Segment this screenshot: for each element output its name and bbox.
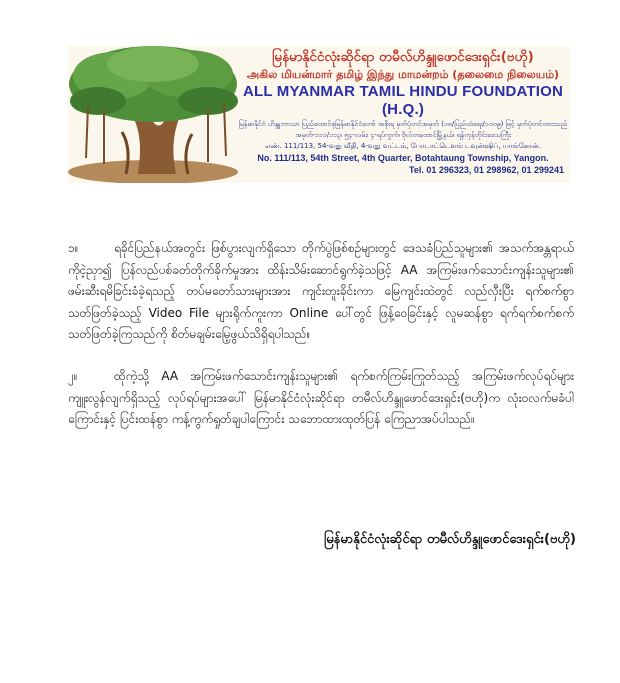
paragraph-1 [68,238,574,346]
registration-line: မြန်မာနိုင်ငံ ဟိန္ဒူဘာသာ ပြည်ထောင်စုမြန်မာနိုင်ငံတော် အစိုးရ မှတ်ပုံတင်အမှတ် (၁၈/ပြည်ထဲရေး/၁၀၀၉) ဖြင့် မှတ်ပုံတင်ထားသည် [238,120,568,128]
title-english: ALL MYANMAR TAMIL HINDU FOUNDATION (H.Q.) [242,83,564,118]
title-myanmar: မြန်မာနိုင်ငံလုံးဆိုင်ရာ တမီလ်ဟိန္ဒူဖောင်ဒေးရှင်း(ဗဟို) [272,49,534,65]
paragraph-number: ၂။ [68,369,78,383]
paragraph-number: ၁။ [68,241,79,255]
telephone: Tel. 01 296323, 01 298962, 01 299241 [409,165,564,175]
letterhead-banner [68,46,570,183]
address-english: No. 111/113, 54th Street, 4th Quarter, Botahtaung Township, Yangon. [257,153,549,163]
title-tamil: அகில மியன்மார் தமிழ் இந்து மாமன்றம் (தலைமை நிலையம்) [246,68,560,81]
paragraph-text: ရခိုင်ပြည်နယ်အတွင်း ဖြစ်ပွားလျက်ရှိသော တိုက်ပွဲဖြစ်စဉ်များတွင် ဒေသခံပြည်သူများ၏ အသက်အန္တရာယ်ကိုငဲ့ညှာ၍ ပြန်လည်ပစ်ခတ်တိုက်ခိုက်မှုအား ထိန်းသိမ်းဆောင်ရွက်ခဲ့သဖြင့် AA အကြမ်းဖက်သောင်းကျန်းသူများ၏ ဖမ်းဆီးရမိခြင်းခံခဲ့ရသည့် တပ်မတော်သားများအား ကျင်းတူးခိုင်းကာ မြေကျင်းထဲတွင် လည်လှီးပြီး ရက်စက်စွာ သတ်ဖြတ်ခဲ့သည့် Video File များရိုက်ကူးကာ Online ပေါ်တွင် ဖြန့်ဝေခြင်းနှင့် လူမဆန်စွာ ရက်ရက်စက်စက် သတ်ဖြတ်ခဲ့ကြသည်ကို စိတ်မချမ်းမြေ့ဖွယ်သိရှိရပါသည်။ [68,241,574,341]
signature: မြန်မာနိုင်ငံလုံးဆိုင်ရာ တမီလ်ဟိန္ဒူဖောင်ဒေးရှင်း(ဗဟို) [324,532,576,547]
address-tamil: எண். 111/113, 54-வது வீதி, 4-வது வட்டம், போடாட்டௌங் டவுன்ஷிப், யாங்கோன். [265,142,541,150]
address-myanmar: အမှတ်-၁၁၁/၁၁၃၊ ၅၄-လမ်း၊ ၄-ရပ်ကွက်၊ ဗိုလ်တထောင်မြို့နယ်၊ ရန်ကုန်တိုင်းဒေသကြီး [295,131,511,139]
paragraph-text: ထိုကဲ့သို့ AA အကြမ်းဖက်သောင်းကျန်းသူများ၏ ရက်စက်ကြမ်းကြုတ်သည့် အကြမ်းဖက်လုပ်ရပ်များကျူးလွန်လျက်ရှိသည့် လုပ်ရပ်များအပေါ် မြန်မာနိုင်ငံလုံးဆိုင်ရာ တမီလ်ဟိန္ဒူဖောင်ဒေးရှင်း(ဗဟို)က လုံးဝလက်မခံပါကြောင်းနှင့် ပြင်းထန်စွာ ကန့်ကွက်ရှုတ်ချပါကြောင်း သဘောထားထုတ်ပြန် ကြေညာအပ်ပါသည်။ [68,369,574,426]
paragraph-2 [68,366,574,431]
letterhead-text [238,48,568,176]
